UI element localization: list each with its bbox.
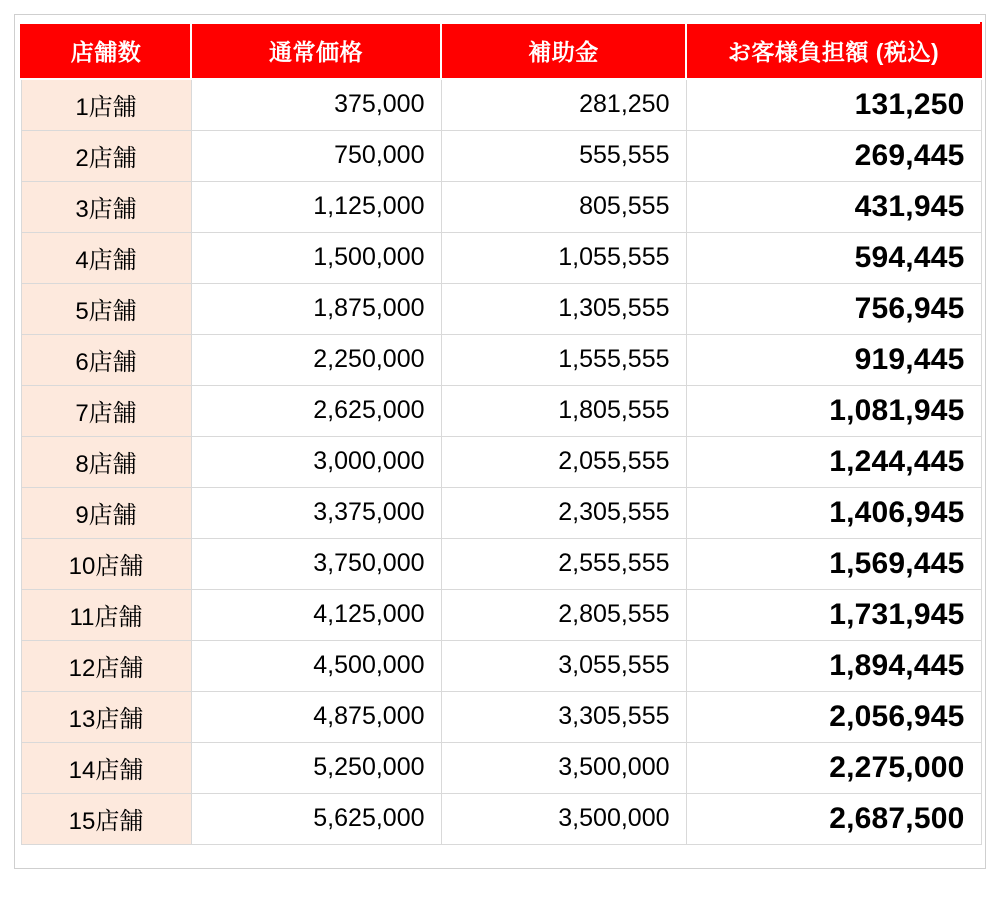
cell-subsidy: 2,555,555: [441, 538, 686, 589]
cell-subsidy: 3,055,555: [441, 640, 686, 691]
cell-normal-price: 4,500,000: [191, 640, 441, 691]
table-row: [21, 334, 981, 385]
cell-shops: 8店舗: [21, 436, 191, 487]
column-header-subsidy: 補助金: [441, 23, 686, 79]
cell-burden: 594,445: [686, 232, 981, 283]
cell-normal-price: 375,000: [191, 79, 441, 130]
table-row: [21, 130, 981, 181]
table-row: [21, 589, 981, 640]
cell-subsidy: 2,805,555: [441, 589, 686, 640]
cell-normal-price: 2,250,000: [191, 334, 441, 385]
column-header-shops: 店舗数: [21, 23, 191, 79]
price-table-container: [20, 22, 980, 845]
column-header-normal-price: 通常価格: [191, 23, 441, 79]
cell-shops: 3店舗: [21, 181, 191, 232]
cell-subsidy: 3,500,000: [441, 742, 686, 793]
cell-subsidy: 1,305,555: [441, 283, 686, 334]
cell-burden: 1,731,945: [686, 589, 981, 640]
cell-burden: 2,275,000: [686, 742, 981, 793]
cell-shops: 14店舗: [21, 742, 191, 793]
cell-normal-price: 4,125,000: [191, 589, 441, 640]
table-header: [21, 23, 981, 79]
table-row: [21, 232, 981, 283]
cell-subsidy: 2,055,555: [441, 436, 686, 487]
table-row: [21, 385, 981, 436]
cell-shops: 10店舗: [21, 538, 191, 589]
cell-subsidy: 1,055,555: [441, 232, 686, 283]
cell-subsidy: 2,305,555: [441, 487, 686, 538]
table-row: [21, 79, 981, 130]
cell-shops: 7店舗: [21, 385, 191, 436]
cell-burden: 2,687,500: [686, 793, 981, 844]
cell-subsidy: 555,555: [441, 130, 686, 181]
cell-normal-price: 5,250,000: [191, 742, 441, 793]
table-row: [21, 283, 981, 334]
cell-normal-price: 3,000,000: [191, 436, 441, 487]
table-row: [21, 181, 981, 232]
cell-normal-price: 2,625,000: [191, 385, 441, 436]
table-row: [21, 487, 981, 538]
cell-shops: 6店舗: [21, 334, 191, 385]
cell-normal-price: 5,625,000: [191, 793, 441, 844]
table-row: [21, 538, 981, 589]
cell-shops: 11店舗: [21, 589, 191, 640]
table-body: [21, 79, 981, 844]
cell-subsidy: 805,555: [441, 181, 686, 232]
cell-burden: 431,945: [686, 181, 981, 232]
cell-burden: 919,445: [686, 334, 981, 385]
cell-normal-price: 3,375,000: [191, 487, 441, 538]
cell-burden: 756,945: [686, 283, 981, 334]
cell-shops: 9店舗: [21, 487, 191, 538]
cell-normal-price: 1,125,000: [191, 181, 441, 232]
table-row: [21, 640, 981, 691]
table-row: [21, 742, 981, 793]
table-row: [21, 436, 981, 487]
cell-burden: 1,244,445: [686, 436, 981, 487]
cell-subsidy: 3,500,000: [441, 793, 686, 844]
cell-burden: 1,081,945: [686, 385, 981, 436]
table-row: [21, 691, 981, 742]
cell-subsidy: 3,305,555: [441, 691, 686, 742]
column-header-burden: お客様負担額 (税込): [686, 23, 981, 79]
cell-shops: 1店舗: [21, 79, 191, 130]
cell-burden: 1,406,945: [686, 487, 981, 538]
cell-normal-price: 1,875,000: [191, 283, 441, 334]
table-row: [21, 793, 981, 844]
cell-normal-price: 3,750,000: [191, 538, 441, 589]
cell-normal-price: 750,000: [191, 130, 441, 181]
cell-shops: 13店舗: [21, 691, 191, 742]
cell-shops: 12店舗: [21, 640, 191, 691]
cell-burden: 269,445: [686, 130, 981, 181]
cell-burden: 2,056,945: [686, 691, 981, 742]
price-table: [20, 22, 982, 845]
cell-subsidy: 1,555,555: [441, 334, 686, 385]
cell-shops: 5店舗: [21, 283, 191, 334]
cell-normal-price: 4,875,000: [191, 691, 441, 742]
cell-normal-price: 1,500,000: [191, 232, 441, 283]
table-header-row: [21, 23, 981, 79]
cell-burden: 131,250: [686, 79, 981, 130]
cell-subsidy: 281,250: [441, 79, 686, 130]
cell-shops: 2店舗: [21, 130, 191, 181]
cell-burden: 1,894,445: [686, 640, 981, 691]
cell-subsidy: 1,805,555: [441, 385, 686, 436]
cell-shops: 4店舗: [21, 232, 191, 283]
cell-shops: 15店舗: [21, 793, 191, 844]
cell-burden: 1,569,445: [686, 538, 981, 589]
